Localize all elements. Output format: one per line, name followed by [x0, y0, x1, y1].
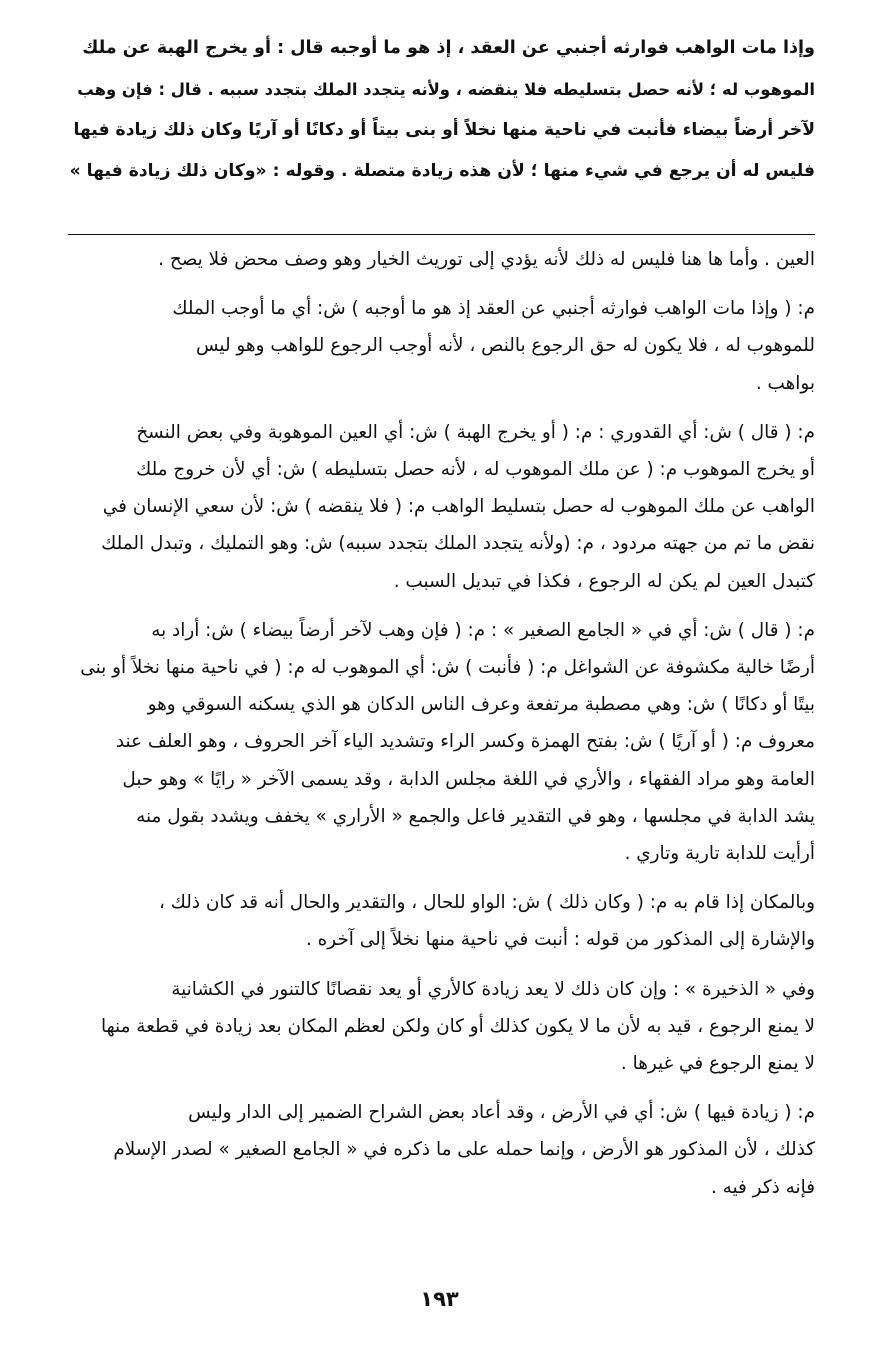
commentary-paragraph	[68, 290, 815, 402]
commentary-paragraph	[68, 1094, 815, 1206]
commentary-line: كتبدل العين لم يكن له الرجوع ، فكذا في تبديل السبب .	[393, 570, 815, 592]
commentary-line: أو يخرج الموهوب م: ( عن ملك الموهوب له ، لأنه حصل بتسليطه ) ش: أي لأن خروج ملك	[136, 459, 815, 481]
commentary-line: م: ( قال ) ش: أي في « الجامع الصغير » : م: ( فإن وهب لآخر أرضاً بيضاء ) ش: أراد به	[151, 619, 815, 641]
commentary-line: معروف م: ( أو آريًا ) ش: بفتح الهمزة وكسر الراء وتشديد الياء آخر الحروف ، وهو العلف عند	[115, 731, 815, 753]
matn-text	[68, 28, 815, 192]
commentary-line: لا يمنع الرجوع ، قيد به لأن ما لا يكون كذلك أو كان ولكن لعظم المكان بعد زيادة في قطعة منها	[100, 1015, 815, 1037]
separator-rule	[68, 234, 815, 235]
matn-line: وإذا مات الواهب فوارثه أجنبي عن العقد ، إذ هو ما أوجبه قال : أو يخرج الهبة عن ملك	[82, 38, 815, 58]
commentary-line: لا يمنع الرجوع في غيرها .	[620, 1053, 815, 1075]
commentary-line: بيتًا أو دكانًا ) ش: وهي مصطبة مرتفعة وعرف الناس الدكان هو الذي يسكنه السوقي وهو	[147, 694, 815, 716]
matn-line: الموهوب له ؛ لأنه حصل بتسليطه فلا ينقضه ، ولأنه يتجدد الملك بتجدد سببه . قال : فإن وهب	[77, 80, 815, 99]
commentary-line: فإنه ذكر فيه .	[710, 1176, 815, 1198]
commentary-line: م: ( قال ) ش: أي القدوري : م: ( أو يخرج الهبة ) ش: أي العين الموهوبة وفي بعض النسخ	[136, 421, 815, 443]
commentary-paragraph	[68, 414, 815, 600]
commentary-line: يشد الدابة في مجلسها ، وهو في التقدير فاعل والجمع « الأراري » يخفف ويشدد بقول منه	[136, 805, 815, 827]
matn-line: لآخر أرضاً بيضاء فأنبت في ناحية منها نخلاً أو بنى بيتاً أو دكانًا أو آريًا وكان ذلك زيادة فيها	[73, 120, 815, 140]
commentary-line: نقض ما تم من جهته مردود ، م: (ولأنه يتجدد الملك بتجدد سببه) ش: وهو التمليك ، وتبدل الملك	[101, 533, 815, 555]
commentary	[68, 241, 815, 1206]
commentary-paragraph	[68, 241, 815, 278]
commentary-line: أرضًا خالية مكشوفة عن الشواغل م: ( فأنبت ) ش: أي الموهوب له م: ( في ناحية منها نخلاً أو بنى	[80, 657, 815, 679]
commentary-paragraph	[68, 971, 815, 1083]
commentary-line: الواهب عن ملك الموهوب له حصل بتسليط الواهب م: ( فلا ينقضه ) ش: لأن سعي الإنسان في	[102, 496, 815, 518]
commentary-line: العامة وهو مراد الفقهاء ، والأري في اللغة مجلس الدابة ، وقد يسمى الآخر « رايًا » وهو حبل	[122, 768, 815, 790]
commentary-paragraph	[68, 884, 815, 958]
matn-line: فليس له أن يرجع في شيء منها ؛ لأن هذه زيادة متصلة . وقوله : «وكان ذلك زيادة فيها »	[69, 161, 815, 181]
commentary-line: والإشارة إلى المذكور من قوله : أنبت في ناحية منها نخلاً إلى آخره .	[305, 929, 815, 951]
page-number: ١٩٣	[420, 1287, 459, 1311]
commentary-line: أرأيت للدابة تارية وتاري .	[624, 843, 815, 865]
page	[68, 28, 815, 1206]
commentary-line: العين . وأما ها هنا فليس له ذلك لأنه يؤدي إلى توريث الخيار وهو وصف محض فلا يصح .	[158, 249, 815, 270]
commentary-line: كذلك ، لأن المذكور هو الأرض ، وإنما حمله على ما ذكره في « الجامع الصغير » لصدر الإسلام	[113, 1139, 815, 1161]
commentary-line: وبالمكان إذا قام به م: ( وكان ذلك ) ش: الواو للحال ، والتقدير والحال أنه قد كان ذلك ،	[158, 892, 815, 914]
commentary-line: للموهوب له ، فلا يكون له حق الرجوع بالنص ، لأنه أوجب الرجوع للواهب وهو ليس	[195, 335, 815, 357]
commentary-line: م: ( وإذا مات الواهب فوارثه أجنبي عن العقد إذ هو ما أوجبه ) ش: أي ما أوجب الملك	[172, 298, 815, 320]
commentary-line: بواهب .	[755, 372, 815, 394]
commentary-line: وفي « الذخيرة » : وإن كان ذلك لا يعد زيادة كالأري أو يعد نقصانًا كالتنور في الكشانية	[171, 978, 815, 1000]
commentary-line: م: ( زيادة فيها ) ش: أي في الأرض ، وقد أعاد بعض الشراح الضمير إلى الدار وليس	[188, 1102, 815, 1124]
commentary-paragraph	[68, 612, 815, 872]
